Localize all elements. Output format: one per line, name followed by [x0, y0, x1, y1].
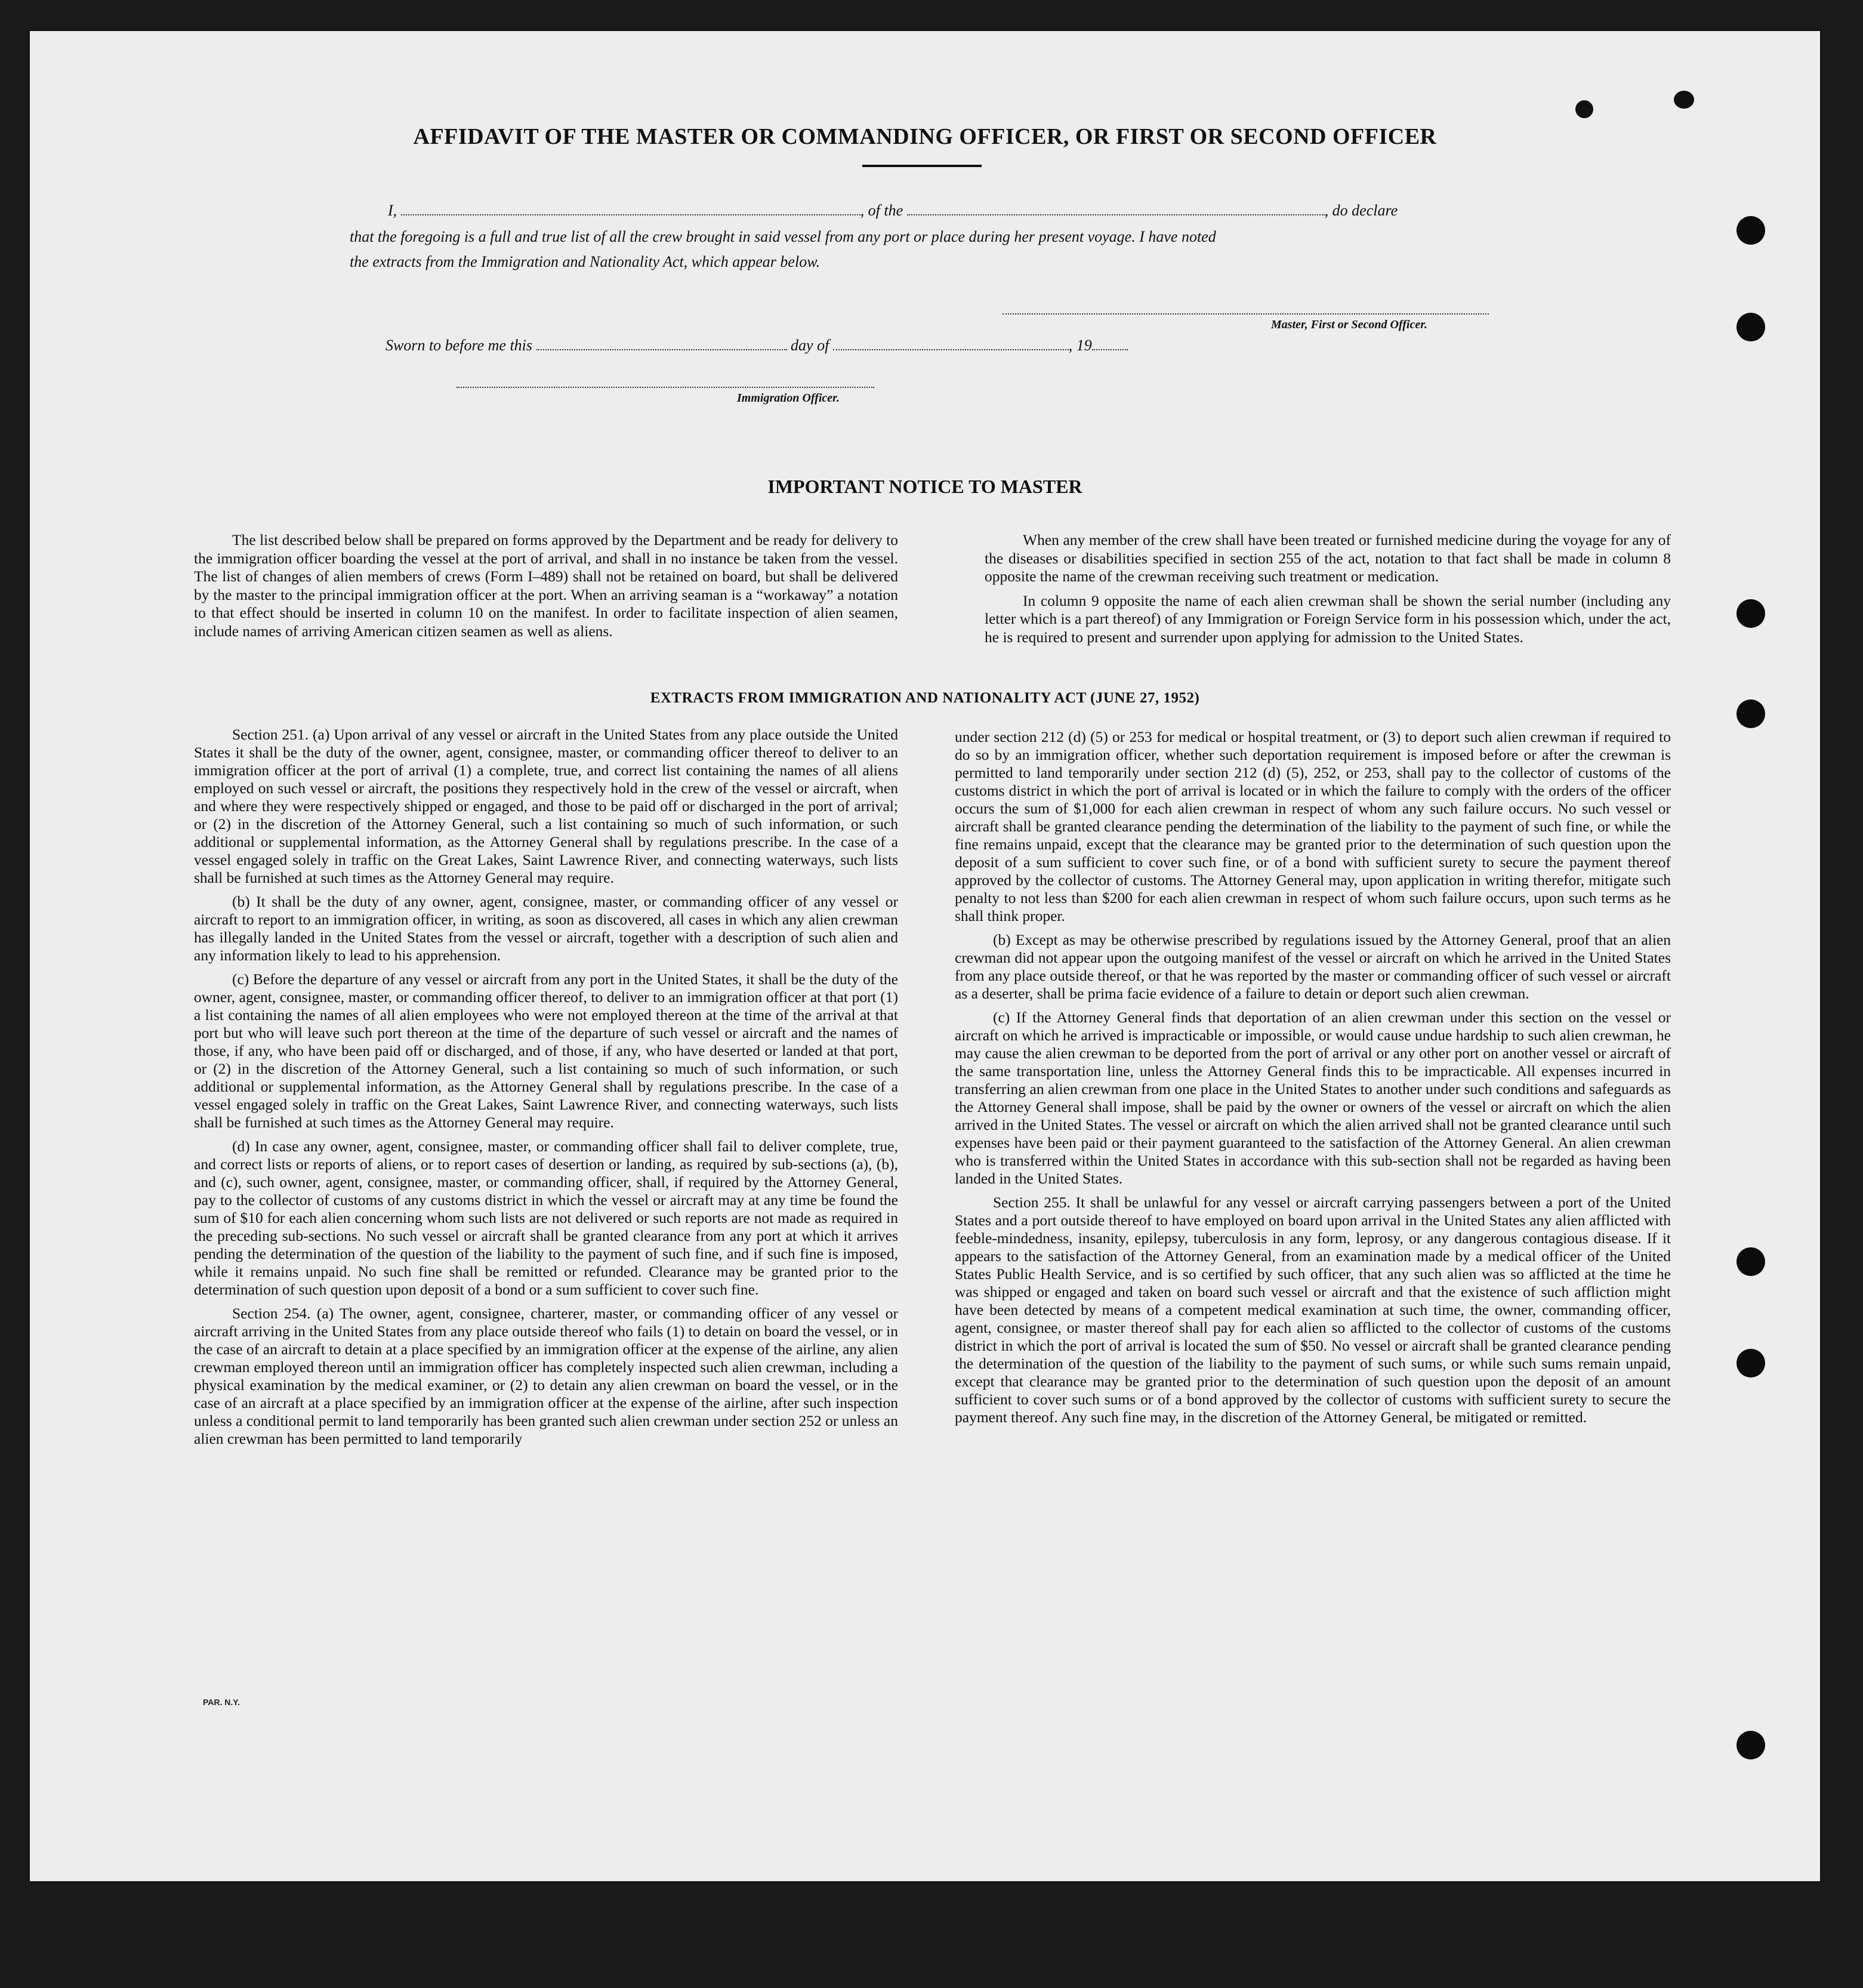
extracts-right-column [955, 728, 1671, 1432]
year-label: , 19 [1068, 337, 1092, 354]
punch-hole [1736, 699, 1765, 728]
sworn-day-blank[interactable] [536, 341, 787, 350]
section-254-a-continued: under section 212 (d) (5) or 253 for medical or hospital treatment, or (3) to deport such alien crewman if required to do so by an immigration officer, whether such deportation requirement is imposed before or after the crewman is permitted to land temporarily under section 212 (d) (5), 252, or 253, shall pay to the collector of customs of the customs district in which the port of arrival is located or in which the failure to comply with the orders of the officer occurs the sum of $1,000 for each alien crewman in respect of whom any such failure occurs. No such vessel or aircraft shall be granted clearance pending the determination of the liability to the payment of such fine, or while the fine remains unpaid, except that the clearance may be granted prior to the determination of such question upon the deposit of a sum sufficient to cover such fine, or of a bond with sufficient surety to secure the payment thereof approved by the collector of customs. The Attorney General may, upon application in writing therefor, mitigate such penalty to not less than $200 for each alien crewman in respect of whom such failure occurs, upon such terms as he shall think proper. [955, 728, 1671, 924]
section-254-b: (b) Except as may be otherwise prescribed by regulations issued by the Attorney General, proof that an alien crewman did not appear upon the outgoing manifest of the vessel or aircraft on which he arrived in the United States from any place outside thereof, or that he was reported by the master or commanding officer of such vessel or aircraft as a deserter, shall be prima facie evidence of a failure to detain or deport such alien crewman. [955, 931, 1671, 1002]
declaration-text-3: the extracts from the Immigration and Nationality Act, which appear below. [350, 253, 821, 270]
extracts-title: EXTRACTS FROM IMMIGRATION AND NATIONALITY ACT (JUNE 27, 1952) [650, 690, 1200, 706]
section-251-c: (c) Before the departure of any vessel or aircraft from any port in the United States, it shall be the duty of the owner, agent, consignee, master, or commanding officer thereof, to deliver to an immigration officer at that port (1) a list containing the names of all alien employees who were not employed thereon at the time of the arrival at that port but who will leave such port thereon at the time of the departure of such vessel or aircraft and the names of those, if any, who have been paid off or discharged, and of those, if any, who have deserted or landed at that port, or (2) in the discretion of the Attorney General, such a list containing so much of such information, or such additional or supplemental information, as the Attorney General shall by regulations prescribe. In the case of a vessel engaged solely in traffic on the Great Lakes, Saint Lawrence River, and connecting waterways, such lists shall be furnished at such times as the Attorney General may require. [194, 970, 898, 1131]
punch-hole [1736, 1731, 1765, 1759]
immigration-caption: Immigration Officer. [737, 392, 840, 405]
notice-left-paragraph: The list described below shall be prepared on forms approved by the Department and be ready for delivery to the immigration officer boarding the vessel at the port of arrival, and shall in no instance be taken from the vessel. The list of changes of alien members of crews (Form I–489) shall not be retained on board, but shall be delivered by the master to the principal immigration officer at the port. When an arriving seaman is a “workaway” a notation to that effect should be inserted in column 10 on the manifest. In order to facilitate inspection of alien seamen, include names of arriving American citizen seamen as well as aliens. [194, 531, 898, 640]
printer-mark: PAR. N.Y. [203, 1697, 240, 1707]
declare-of-the: , of the [860, 202, 903, 219]
declaration-text-2: that the foregoing is a full and true list of all the crew brought in said vessel from any port or place during her present voyage. I have noted [350, 228, 1216, 245]
extracts-left-column [194, 726, 898, 1454]
year-blank[interactable] [1092, 341, 1128, 350]
declare-i: I, [388, 202, 397, 219]
section-255: Section 255. It shall be unlawful for any vessel or aircraft carrying passengers between a port of the United States and a port outside thereof to have employed on board upon arrival in the United States any alien afflicted with feeble-mindedness, insanity, epilepsy, tuberculosis in any form, leprosy, or any dangerous contagious disease. If it appears to the satisfaction of the Attorney General, from an examination made by a medical officer of the United States Public Health Service, and is so certified by such officer, that any such alien was so afflicted at the time he was shipped or engaged and taken on board such vessel or aircraft and that the existence of such affliction might have been detected by means of a competent medical examination at such time, the owner, commanding officer, agent, consignee, or master thereof shall pay for each alien so afflicted to the collector of customs of the customs district in which the port of arrival is located the sum of $50. No vessel or aircraft shall be granted clearance pending the determination of the question of the liability to the payment of such sums, or while such sums remain unpaid, except that clearance may be granted prior to the determination of such question upon the deposit of an amount sufficient to cover such sums or of a bond approved by the collector of customs with sufficient surety to secure the payment thereof. Any such fine may, in the discretion of the Attorney General, be mitigated or remitted. [955, 1194, 1671, 1426]
notice-right-paragraph-2: In column 9 opposite the name of each alien crewman shall be shown the serial number (including any letter which is a part thereof) of any Immigration or Foreign Service form in his possession which, under the act, he is required to present and surrender upon applying for admission to the United States. [985, 591, 1671, 646]
punch-hole [1736, 599, 1765, 628]
vessel-blank[interactable] [907, 206, 1325, 215]
sworn-line [385, 337, 1519, 355]
notice-left-column [194, 531, 898, 646]
section-251-a: Section 251. (a) Upon arrival of any vessel or aircraft in the United States from any place outside the United States it shall be the duty of the owner, agent, consignee, master, or commanding officer thereof to deliver to an immigration officer at the port of arrival (1) a complete, true, and correct list containing the names of all aliens employed on such vessel or aircraft, the positions they respectively hold in the crew of the vessel or aircraft, when and where they were respectively shipped or engaged, and those to be paid off or discharged in the port of arrival; or (2) in the discretion of the Attorney General, such a list containing so much of such information, or such additional or supplemental information, as the Attorney General shall by regulations prescribe. In the case of a vessel engaged solely in traffic on the Great Lakes, Saint Lawrence River, and connecting waterways, such lists shall be furnished at such times as the Attorney General may require. [194, 726, 898, 886]
title-rule [862, 165, 982, 167]
punch-hole [1736, 313, 1765, 341]
notice-right-paragraph-1: When any member of the crew shall have been treated or furnished medicine during the voyage for any of the diseases or disabilities specified in section 255 of the act, notation to that fact shall be made in column 8 opposite the name of the crewman receiving such treatment or medication. [985, 531, 1671, 585]
ink-speck [1674, 91, 1694, 109]
master-caption: Master, First or Second Officer. [1271, 318, 1427, 331]
section-254-c: (c) If the Attorney General finds that deportation of an alien crewman under this section on the vessel or aircraft on which he arrived is impracticable or impossible, or would cause undue hardship to such alien crewman, he may cause the alien crewman to be deported from the port of arrival or any other port on another vessel or aircraft of the same transportation line, unless the Attorney General finds this to be impracticable. All expenses incurred in transferring an alien crewman from one place in the United States to another under such conditions and safeguards as the Attorney General shall impose, shall be paid by the owner or owners of the vessel or aircraft on which the alien arrived in the United States. The vessel or aircraft on which the alien arrived shall not be granted clearance until such expenses have been paid or their payment guaranteed to the satisfaction of the Attorney General. An alien crewman who is transferred within the United States in accordance with this sub-section shall not be regarded as having been landed in the United States. [955, 1009, 1671, 1187]
immigration-signature-line[interactable] [457, 387, 874, 388]
sworn-label: Sworn to before me this [385, 337, 533, 354]
declaration-line [388, 202, 1522, 220]
punch-hole [1736, 1349, 1765, 1377]
sworn-month-blank[interactable] [833, 341, 1069, 350]
punch-hole [1736, 1247, 1765, 1276]
section-254-a: Section 254. (a) The owner, agent, consignee, charterer, master, or commanding officer of any vessel or aircraft arriving in the United States from any place outside thereof who fails (1) to detain on board the vessel, or in the case of an aircraft to detain at a place specified by an immigration officer at the expense of the airline, any alien crewman employed thereon until an immigration officer has completely inspected such alien crewman, including a physical examination by the medical examiner, or (2) to detain any alien crewman on board the vessel, or in the case of an aircraft at a place specified by an immigration officer at the expense of the airline, after such inspection unless a conditional permit to land temporarily has been granted such alien crewman under section 252 or unless an alien crewman has been permitted to land temporarily [194, 1305, 898, 1447]
declare-do-declare: , do declare [1324, 202, 1398, 219]
day-of-label: day of [791, 337, 829, 354]
notice-title: IMPORTANT NOTICE TO MASTER [767, 476, 1082, 497]
section-251-b: (b) It shall be the duty of any owner, agent, consignee, master, or commanding officer of any vessel or aircraft to report to an immigration officer, in writing, as soon as discovered, all cases in which any alien crewman has illegally landed in the United States from the vessel or aircraft, together with a description of such alien and any information likely to lead to his apprehension. [194, 893, 898, 964]
name-blank[interactable] [401, 206, 860, 215]
affidavit-title: AFFIDAVIT OF THE MASTER OR COMMANDING OFFICER, OR FIRST OR SECOND OFFICER [413, 124, 1437, 149]
master-signature-line[interactable] [1003, 313, 1489, 315]
document-page [30, 31, 1820, 1881]
ink-speck [1575, 100, 1593, 118]
notice-right-column [985, 531, 1671, 652]
section-251-d: (d) In case any owner, agent, consignee, master, or commanding officer shall fail to deliver complete, true, and correct lists or reports of aliens, or to report cases of desertion or landing, as required by sub-sections (a), (b), and (c), such owner, agent, consignee, master, or commanding officer, shall, if required by the Attorney General, pay to the collector of customs of any customs district in which the vessel or aircraft may at any time be found the sum of $10 for each alien concerning whom such lists are not delivered or such reports are not made as required in the preceding sub-sections. No such vessel or aircraft shall be granted clearance from any port at which it arrives pending the determination of the question of the liability to the payment of such fine, and if such fine is imposed, while it remains unpaid. No such fine shall be remitted or refunded. Clearance may be granted prior to the determination of such question upon deposit of a bond or a sum sufficient to cover such fine. [194, 1138, 898, 1298]
punch-hole [1736, 216, 1765, 245]
